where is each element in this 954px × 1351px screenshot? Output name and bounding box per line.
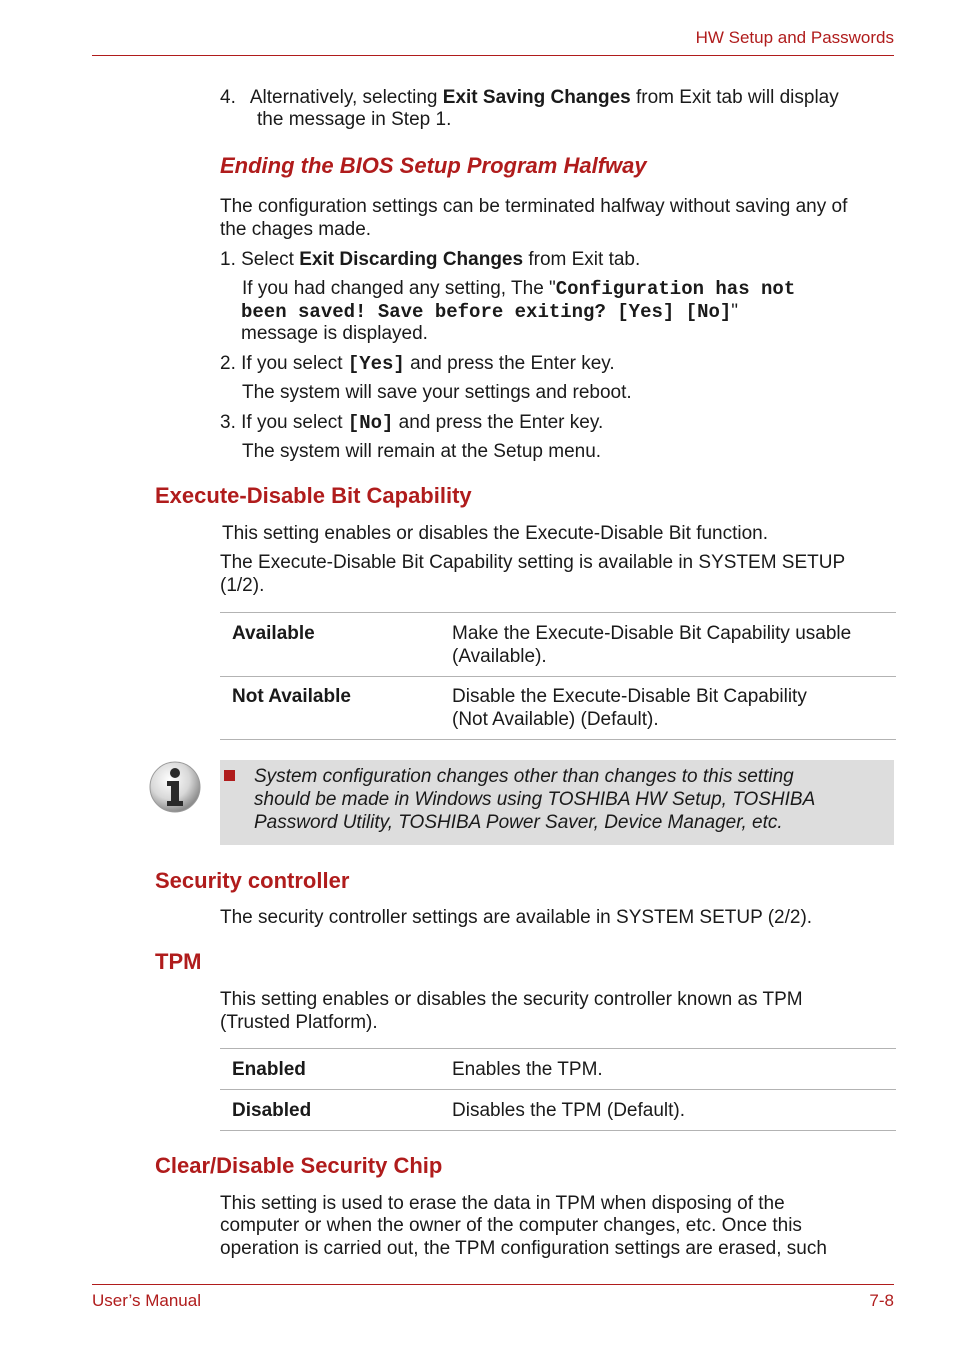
ending-step-3-mono: [No]: [347, 412, 394, 434]
step-4-text-end: from Exit tab will display: [630, 87, 839, 108]
step-4-line2: the message in Step 1.: [257, 109, 452, 130]
tpm-para-line2: (Trusted Platform).: [220, 1012, 378, 1033]
xd-heading: Execute-Disable Bit Capability: [155, 483, 472, 508]
tpm-table-mid-rule: [220, 1089, 896, 1090]
xd-row-2-desc-line2: (Not Available) (Default).: [452, 709, 659, 730]
tpm-table-top-rule: [220, 1048, 896, 1049]
tpm-row-2-term: Disabled: [232, 1100, 312, 1121]
xd-row-1-term: Available: [232, 623, 315, 644]
tpm-row-1-desc: Enables the TPM.: [452, 1059, 603, 1080]
step-4-bold: Exit Saving Changes: [442, 87, 631, 108]
ending-step-1-sub-mono2: been saved! Save before exiting? [Yes] [No]: [241, 301, 732, 323]
tpm-heading: TPM: [155, 949, 202, 974]
ending-step-1-sub-line1: [242, 277, 795, 301]
ending-step-2-pre: 2. If you select: [220, 353, 348, 374]
clear-heading: Clear/Disable Security Chip: [155, 1153, 443, 1178]
clear-line1: This setting is used to erase the data in TPM when disposing of the: [220, 1193, 785, 1214]
security-para: The security controller settings are available in SYSTEM SETUP (2/2).: [220, 907, 813, 928]
ending-intro-line1: The configuration settings can be terminated halfway without saving any of: [220, 196, 848, 217]
xd-para-1: This setting enables or disables the Execute-Disable Bit function.: [222, 523, 769, 544]
footer-manual-title: User’s Manual: [92, 1291, 201, 1310]
note-line2: should be made in Windows using TOSHIBA HW Setup, TOSHIBA: [254, 789, 816, 810]
ending-step-1-sub-mono1: Configuration has not: [555, 278, 796, 300]
xd-row-2-term: Not Available: [232, 686, 351, 707]
security-heading: Security controller: [155, 868, 350, 893]
ending-step-1-pre: 1. Select: [220, 249, 300, 270]
xd-table-top-rule: [220, 612, 896, 613]
ending-intro-line2: the chages made.: [220, 219, 372, 240]
clear-line3: operation is carried out, the TPM configuration settings are erased, such: [220, 1238, 827, 1259]
xd-row-1-desc-line1: Make the Execute-Disable Bit Capability usable: [452, 623, 852, 644]
xd-para-2-line1: The Execute-Disable Bit Capability setting is available in SYSTEM SETUP: [220, 552, 846, 573]
xd-row-1-desc-line2: (Available).: [452, 646, 547, 667]
footer-rule: [92, 1284, 894, 1285]
ending-step-1-sub-quote: ": [731, 301, 739, 322]
note-line1: System configuration changes other than changes to this setting: [254, 766, 794, 787]
ending-step-3: [220, 411, 603, 435]
ending-step-2-sub: The system will save your settings and reboot.: [242, 382, 632, 403]
ending-step-2-post: and press the Enter key.: [404, 353, 615, 374]
step-4: [220, 86, 839, 109]
ending-step-1-post: from Exit tab.: [523, 249, 641, 270]
tpm-para-line1: This setting enables or disables the security controller known as TPM: [220, 989, 803, 1010]
xd-table-bottom-rule: [220, 739, 896, 740]
step-4-number: 4.: [220, 87, 236, 108]
ending-step-1: [220, 248, 640, 271]
ending-step-1-sub-line2: [241, 300, 738, 324]
note-line3: Password Utility, TOSHIBA Power Saver, Device Manager, etc.: [254, 812, 783, 833]
note-bullet: [224, 770, 235, 781]
ending-step-1-bold: Exit Discarding Changes: [299, 249, 524, 270]
running-header: HW Setup and Passwords: [695, 28, 894, 47]
footer-page-number: 7-8: [869, 1291, 894, 1310]
xd-table-mid-rule: [220, 676, 896, 677]
ending-step-2: [220, 352, 615, 376]
xd-row-2-desc-line1: Disable the Execute-Disable Bit Capability: [452, 686, 807, 707]
tpm-row-2-desc: Disables the TPM (Default).: [452, 1100, 686, 1121]
header-rule: [92, 55, 894, 56]
ending-step-3-post: and press the Enter key.: [393, 412, 604, 433]
ending-step-3-sub: The system will remain at the Setup menu.: [242, 441, 602, 462]
clear-line2: computer or when the owner of the computer changes, etc. Once this: [220, 1215, 802, 1236]
tpm-row-1-term: Enabled: [232, 1059, 306, 1080]
ending-step-3-pre: 3. If you select: [220, 412, 348, 433]
ending-step-1-sub-line3: message is displayed.: [241, 323, 428, 344]
ending-step-2-mono: [Yes]: [347, 353, 405, 375]
ending-heading: Ending the BIOS Setup Program Halfway: [220, 153, 647, 178]
ending-step-1-sub-pre: If you had changed any setting, The ": [242, 278, 556, 299]
step-4-text: Alternatively, selecting: [249, 87, 443, 108]
info-icon: [148, 760, 202, 814]
tpm-table-bottom-rule: [220, 1130, 896, 1131]
xd-para-2-line2: (1/2).: [220, 575, 265, 596]
